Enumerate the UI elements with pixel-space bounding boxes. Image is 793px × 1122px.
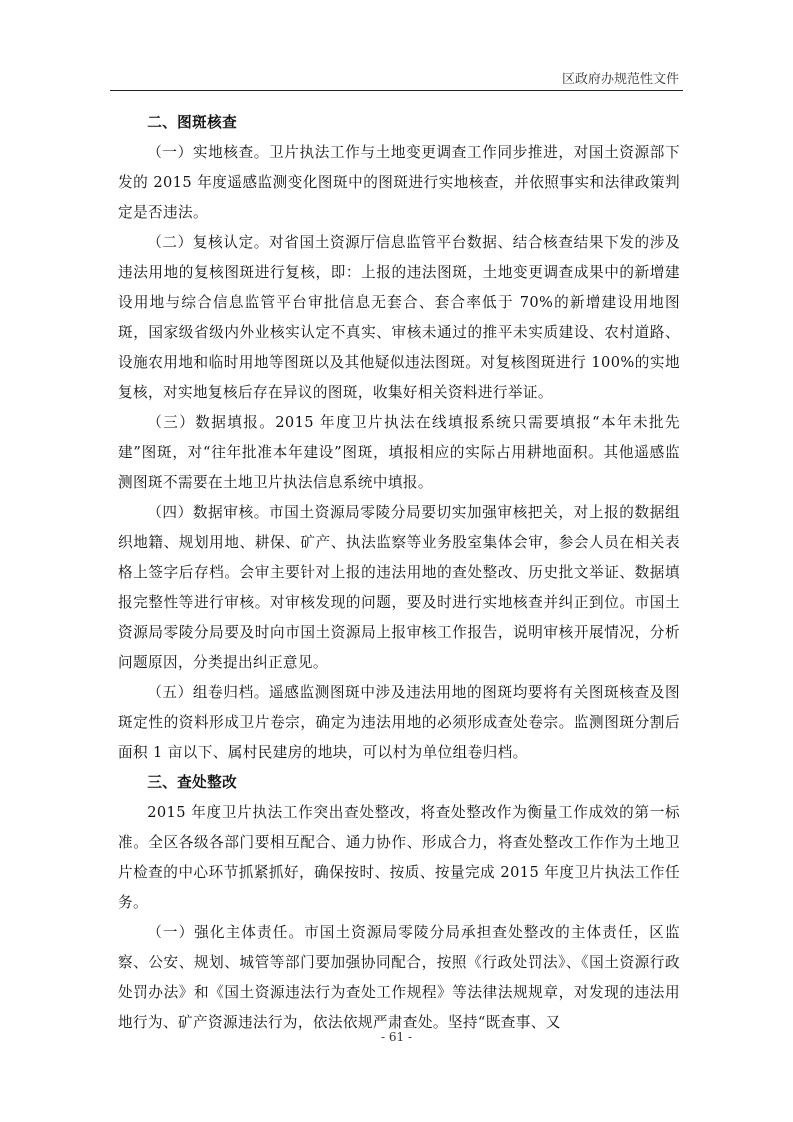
page-header [110, 68, 683, 91]
paragraph: （五）组卷归档。遥感监测图斑中涉及违法用地的图斑均要将有关图斑核查及图斑定性的资料形成卫片卷宗，确定为违法用地的必须形成查处卷宗。监测图斑分割后面积 1 亩以下、属村民建房的地块，可以村为单位组卷归档。 [118, 684, 680, 761]
paragraph: （一）实地核查。卫片执法工作与土地变更调查工作同步推进，对国土资源部下发的 2015 年度遥感监测变化图斑中的图斑进行实地核查，并依照事实和法律政策判定是否违法。 [118, 144, 680, 221]
paragraph: （四）数据审核。市国土资源局零陵分局要切实加强审核把关，对上报的数据组织地籍、规划用地、耕保、矿产、执法监察等业务股室集体会审，参会人员在相关表格上签字后存档。会审主要针对上报的违法用地的查处整改、历史批文举证、数据填报完整性等进行审核。对审核发现的问题，要及时进行实地核查并纠正到位。市国土资源局零陵分局要及时向市国土资源局上报审核工作报告，说明审核开展情况，分析问题原因，分类提出纠正意见。 [118, 504, 680, 671]
paragraph: （二）复核认定。对省国土资源厅信息监管平台数据、结合核查结果下发的涉及违法用地的复核图斑进行复核，即：上报的违法图斑，土地变更调查成果中的新增建设用地与综合信息监管平台审批信息无套合、套合率低于 70%的新增建设用地图斑，国家级省级内外业核实认定不真实、审核未通过的推平未实质建设、农村道路、设施农用地和临时用地等图斑以及其他疑似违法图斑。对复核图斑进行 100%的实地复核，对实地复核后存在异议的图斑，收集好相关资料进行举证。 [118, 234, 680, 401]
paragraph: 2015 年度卫片执法工作突出查处整改，将查处整改作为衡量工作成效的第一标准。全区各级各部门要相互配合、通力协作、形成合力，将查处整改工作作为土地卫片检查的中心环节抓紧抓好，确保按时、按质、按量完成 2015 年度卫片执法工作任务。 [118, 804, 680, 911]
header-title: 区政府办规范性文件 [561, 72, 679, 87]
document-body [118, 108, 680, 1038]
page-number: - 61 - [380, 1030, 412, 1044]
heading-section-2: 二、图斑核查 [147, 114, 238, 131]
paragraph: （三）数据填报。2015 年度卫片执法在线填报系统只需要填报“本年未批先建”图斑，对“往年批准本年建设”图斑，填报相应的实际占用耕地面积。其他遥感监测图斑不需要在土地卫片执法信息系统中填报。 [118, 414, 680, 491]
heading-section-3: 三、查处整改 [147, 774, 238, 791]
paragraph: （一）强化主体责任。市国土资源局零陵分局承担查处整改的主体责任，区监察、公安、规划、城管等部门要加强协同配合，按照《行政处罚法》、《国土资源行政处罚办法》和《国土资源违法行为查处工作规程》等法律法规规章，对发现的违法用地行为、矿产资源违法行为，依法依规严肃查处。坚持“既查事、又 [118, 924, 680, 1031]
